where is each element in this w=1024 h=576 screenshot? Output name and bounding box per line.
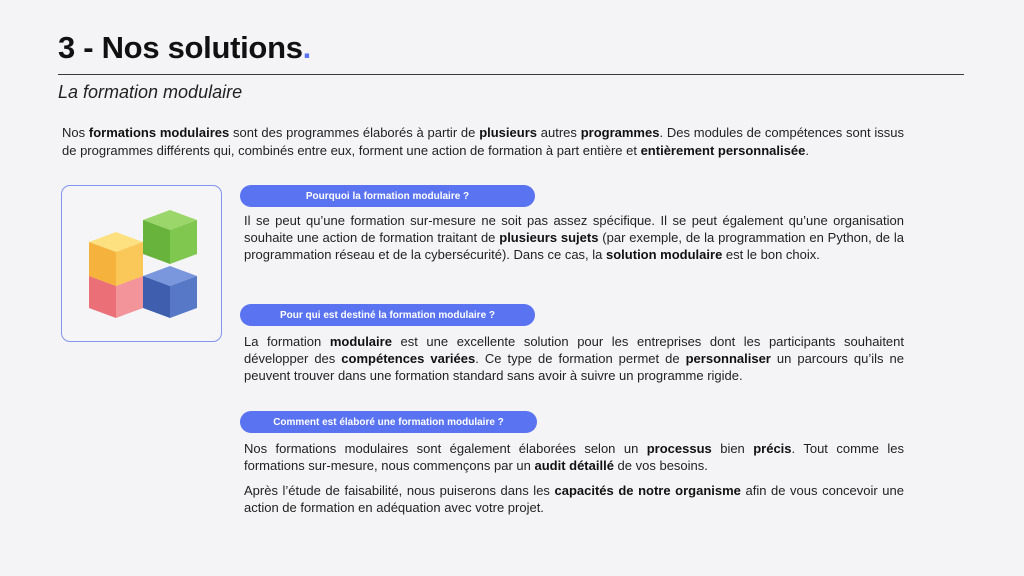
bold-text: entièrement personnalisée <box>640 143 806 158</box>
yellow-cube <box>89 232 143 286</box>
bold-text: capacités de notre organisme <box>554 483 741 498</box>
section-text-comment-2 <box>244 482 904 516</box>
bold-text: précis <box>753 441 792 456</box>
text-run: Nos formations modulaires sont également élaborées selon un <box>244 441 647 456</box>
text-run: Nos <box>62 125 89 140</box>
text-run: . <box>805 143 809 158</box>
text-run: . Ce type de formation permet de <box>475 351 686 366</box>
text-run: Après l’étude de faisabilité, nous puiserons dans les <box>244 483 555 498</box>
page-title-text: 3 - Nos solutions <box>58 30 303 65</box>
text-run: bien <box>711 441 754 456</box>
bold-text: plusieurs <box>479 125 537 140</box>
page-title <box>58 30 311 66</box>
title-divider <box>58 74 964 75</box>
text-run: est une excellente solution pour les entreprises dont les participants souhaitent développer des <box>244 334 904 366</box>
bold-text: modulaire <box>329 334 392 349</box>
page-subtitle: La formation modulaire <box>58 82 243 102</box>
green-cube <box>143 210 197 264</box>
text-run: afin de vous concevoir une action de formation en adéquation avec votre projet. <box>244 483 904 515</box>
text-run: autres <box>536 125 581 140</box>
text-run: Il se peut qu’une formation sur-mesure ne soit pas assez spécifique. Il se peut également qu’une organisation souhaite une action de formation traitant de <box>244 213 904 245</box>
section-text-pourquoi <box>244 212 904 263</box>
text-run: de vos besoins. <box>613 458 708 473</box>
text-run: est le bon choix. <box>722 247 820 262</box>
bold-text: solution modulaire <box>606 247 723 262</box>
text-run: La formation <box>244 334 330 349</box>
bold-text: compétences variées <box>341 351 476 366</box>
section-heading-pour-qui: Pour qui est destiné la formation modulaire ? <box>240 304 535 326</box>
text-run: (par exemple, de la programmation en Python, de la programmation réseau et de la cybersécurité). Dans ce cas, la <box>244 230 904 262</box>
illustration-card <box>61 185 222 342</box>
text-run: . Des modules de compétences sont issus de programmes différents qui, combinés entre eux, forment une action de formation à part entière et <box>62 125 904 158</box>
text-run: sont des programmes élaborés à partir de <box>229 125 480 140</box>
blue-cube <box>143 266 197 318</box>
bold-text: programmes <box>580 125 660 140</box>
stacked-cubes-icon <box>62 186 223 343</box>
section-heading-pourquoi: Pourquoi la formation modulaire ? <box>240 185 535 207</box>
text-run: . Tout comme les formations sur-mesure, nous commençons par un <box>244 441 904 473</box>
bold-text: plusieurs sujets <box>499 230 599 245</box>
section-heading-comment: Comment est élaboré une formation modulaire ? <box>240 411 537 433</box>
intro-paragraph <box>62 124 904 160</box>
bold-text: formations modulaires <box>88 125 230 140</box>
bold-text: audit détaillé <box>534 458 614 473</box>
section-text-comment-1 <box>244 440 904 474</box>
title-accent-dot: . <box>302 30 311 65</box>
bold-text: personnaliser <box>685 351 771 366</box>
text-run: un parcours qu’ils ne peuvent trouver dans une formation standard sans avoir à suivre un programme rigide. <box>244 351 905 383</box>
section-text-pour-qui <box>244 333 904 384</box>
bold-text: processus <box>646 441 712 456</box>
